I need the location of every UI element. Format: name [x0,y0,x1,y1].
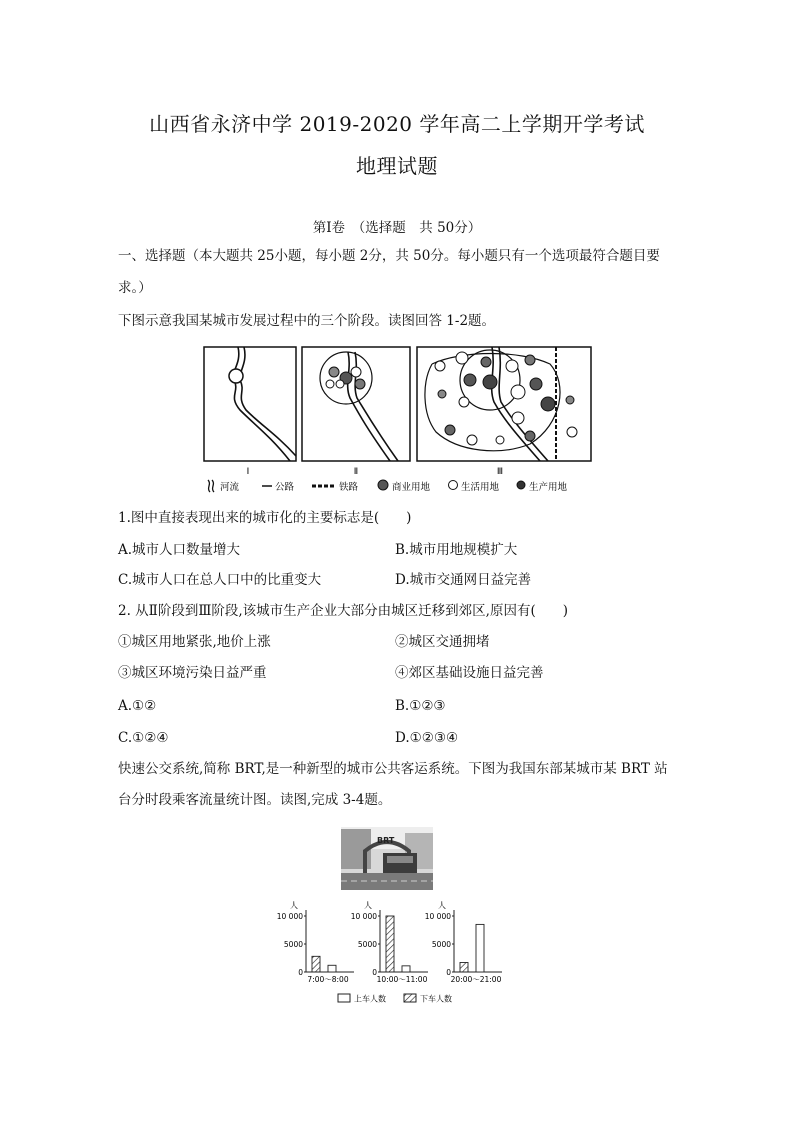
y-tick-label: 10 000 [276,912,303,921]
question-intro-3-4-line2: 台分时段乘客流量统计图。读图,完成 3-4题。 [118,792,392,808]
y-tick-label: 0 [372,968,377,977]
document-title: 山西省永济中学 2019-2020 学年高二上学期开学考试 [149,112,645,136]
stage-label-2: Ⅱ [353,467,359,477]
question-1-option-b[interactable]: B.城市用地规模扩大 [395,542,518,558]
question-2-stem: 2. 从Ⅱ阶段到Ⅲ阶段,该城市生产企业大部分由城区迁移到郊区,原因有( ) [118,603,568,619]
y-axis-label: 人 [290,901,298,910]
legend-alighting-swatch [404,994,416,1002]
y-axis-label: 人 [364,901,372,910]
legend-boarding-swatch [338,994,350,1002]
y-tick-label: 10 000 [350,912,377,921]
question-intro-1-2: 下图示意我国某城市发展过程中的三个阶段。读图回答 1-2题。 [118,313,496,329]
legend-industrial: 生产用地 [529,482,568,493]
question-1-stem: 1.图中直接表现出来的城市化的主要标志是( ) [118,510,412,526]
instructions-line1: 一、选择题（本大题共 25小题，每小题 2分，共 50分。每小题只有一个选项最符合题目要 [118,248,660,264]
legend-commercial: 商业用地 [392,482,431,493]
legend-boarding-label: 上车人数 [354,994,386,1004]
boarding-bar-1 [328,965,336,972]
residential-legend-icon [449,481,458,490]
figure1-legend [208,480,568,493]
question-1-option-d[interactable]: D.城市交通网日益完善 [395,572,532,588]
commercial-legend-icon [378,480,388,490]
industrial-legend-icon [517,481,525,489]
y-tick-label: 10 000 [424,912,451,921]
question-2-statement-1: ①城区用地紧张,地价上涨 [118,634,271,650]
question-2-option-a[interactable]: A.①② [118,698,157,714]
boarding-bar-3 [476,924,484,972]
y-tick-label: 5000 [283,940,303,949]
stage-1-panel [204,347,296,461]
legend-residential: 生活用地 [461,482,500,493]
city-stages-figure [200,344,594,496]
question-intro-3-4-line1: 快速公交系统,简称 BRT,是一种新型的城市公共客运系统。下图为我国东部某城市某 BRT 站 [118,761,668,777]
chart-legend [338,994,452,1004]
question-2-statement-2: ②城区交通拥堵 [395,634,490,650]
stage-label-1: Ⅰ [246,467,250,477]
question-2-statement-3: ③城区环境污染日益严重 [118,665,267,681]
river-legend-icon [208,480,210,492]
y-tick-label: 5000 [357,940,377,949]
brt-station-photo [341,827,433,890]
stage-label-3: Ⅲ [496,467,504,477]
legend-river: 河流 [220,482,240,493]
legend-alighting-label: 下车人数 [420,994,452,1004]
alighting-bar-3 [460,962,468,972]
section-heading: 第Ⅰ卷 （选择题 共 50分） [312,220,482,236]
brt-passenger-chart [270,898,520,1010]
instructions-line2: 求。） [118,280,152,296]
y-tick-label: 5000 [431,940,451,949]
document-subtitle: 地理试题 [356,154,438,178]
boarding-bar-2 [402,966,410,972]
question-2-option-b[interactable]: B.①②③ [395,698,446,714]
legend-road: 公路 [275,482,295,493]
y-tick-label: 0 [446,968,451,977]
alighting-bar-2 [386,916,394,972]
y-tick-label: 0 [298,968,303,977]
question-2-option-c[interactable]: C.①②④ [118,730,169,746]
alighting-bar-1 [312,956,320,972]
x-category-label: 20:00～21:00 [450,975,502,984]
y-axis-label: 人 [438,901,446,910]
question-2-option-d[interactable]: D.①②③④ [395,730,459,746]
brt-sign-text: BRT [377,836,395,845]
x-category-label: 10:00～11:00 [376,975,428,984]
x-category-label: 7:00～8:00 [307,975,349,984]
question-2-statement-4: ④郊区基础设施日益完善 [395,665,544,681]
legend-railway: 铁路 [339,482,359,493]
stage-3-panel [417,347,591,461]
question-1-option-a[interactable]: A.城市人口数量增大 [118,542,241,558]
question-1-option-c[interactable]: C.城市人口在总人口中的比重变大 [118,572,322,588]
stage-2-panel [302,347,410,461]
